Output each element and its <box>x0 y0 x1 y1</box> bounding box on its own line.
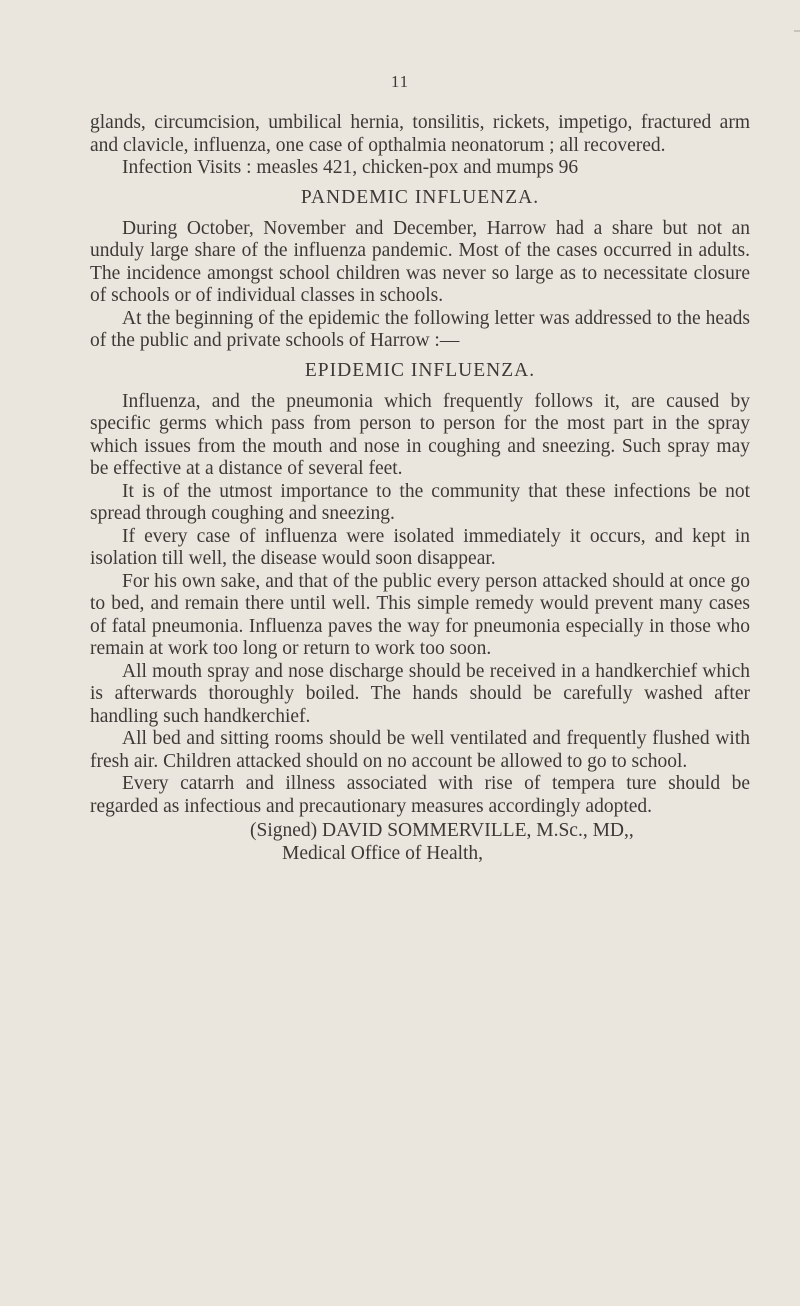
signature-title: Medical Office of Health, <box>282 842 484 864</box>
pandemic-paragraph: During October, November and December, Harrow had a share but not an unduly large share of the influenza pandemic. Most of the cases occurred in adults. The incidence amongst school children was never so large as to necessitate closure of schools or of individual classes in schools. <box>90 217 750 306</box>
letter-paragraph: Influenza, and the pneumonia which frequently follows it, are caused by specific germs which pass from person to person for the most part in the spray which issues from the mouth and nose in coughing and sneezing. Such spray may be effective at a distance of several feet. <box>90 390 750 479</box>
letter-paragraph: Every catarrh and illness associated with rise of tempera ture should be regarded as infectious and precautionary measures accordingly adopted. <box>90 773 750 817</box>
heading-pandemic-influenza: PANDEMIC INFLUENZA. <box>300 186 540 208</box>
heading-epidemic-influenza: EPIDEMIC INFLUENZA. <box>304 359 536 381</box>
letter-paragraph: If every case of influenza were isolated immediately it occurs, and kept in isolation till well, the disease would soon disappear. <box>90 525 750 569</box>
scan-edge-mark <box>794 30 800 32</box>
page-body <box>90 112 750 865</box>
letter-paragraph: All bed and sitting rooms should be well ventilated and frequently flushed with fresh air. Children attacked should on no account be allowed to go to school. <box>90 728 750 772</box>
intro-paragraph: glands, circumcision, umbilical hernia, tonsilitis, rickets, impetigo, fractured arm and clavicle, influenza, one case of opthalmia neonatorum ; all recovered. <box>90 112 750 156</box>
infection-visits-line: Infection Visits : measles 421, chicken-pox and mumps 96 <box>122 157 579 178</box>
letter-paragraph: For his own sake, and that of the public every person attacked should at once go to bed, and remain there until well. This simple remedy would prevent many cases of fatal pneumonia. Influenza paves the way for pneumonia especially in those who remain at work too long or return to work too soon. <box>90 570 750 659</box>
letter-paragraph: It is of the utmost importance to the community that these infections be not spread through coughing and sneezing. <box>90 480 750 524</box>
letter-paragraph: All mouth spray and nose discharge should be received in a handkerchief which is afterwards thoroughly boiled. The hands should be carefully washed after handling such handkerchief. <box>90 660 750 727</box>
signature-block <box>90 820 750 865</box>
signature-name: (Signed) DAVID SOMMERVILLE, M.Sc., MD,, <box>250 820 634 841</box>
page-number: 11 <box>390 72 410 91</box>
pandemic-paragraph: At the beginning of the epidemic the following letter was addressed to the heads of the public and private schools of Harrow :— <box>90 307 750 351</box>
